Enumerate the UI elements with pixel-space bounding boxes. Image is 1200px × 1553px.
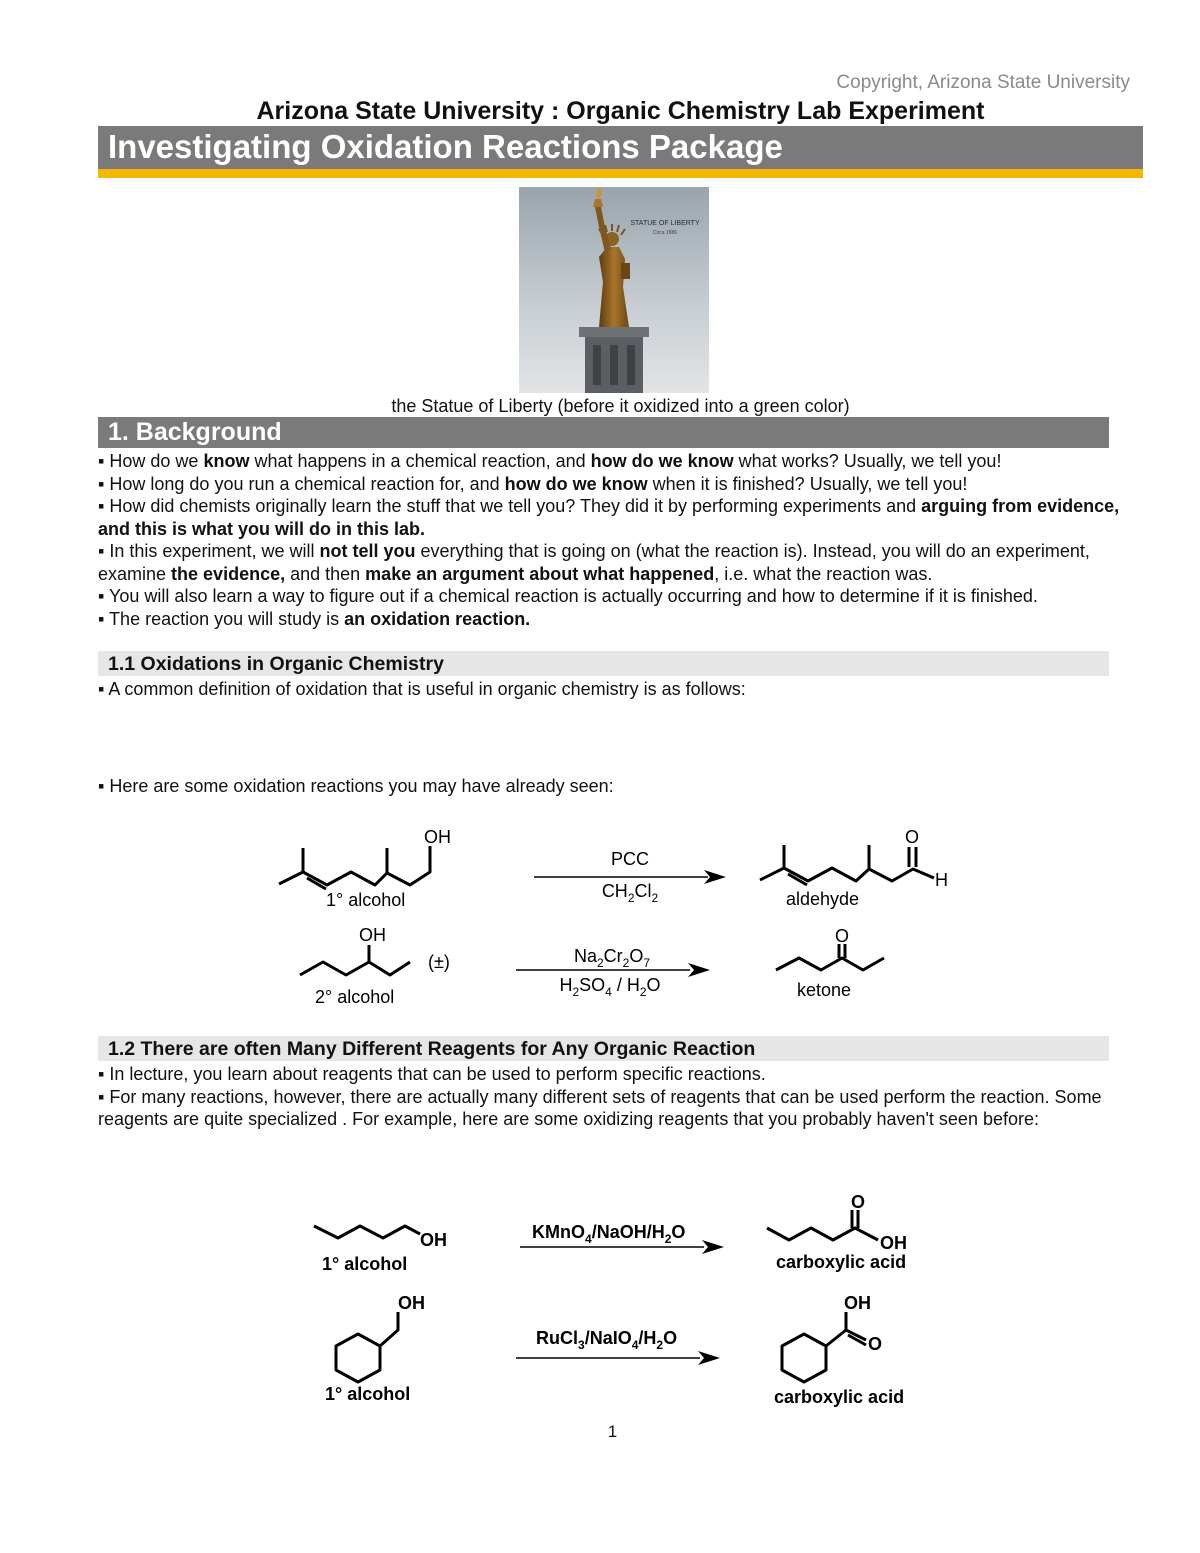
photo-caption: the Statue of Liberty (before it oxidized into a green color) [391,396,850,416]
r3-product-oh-label: OH [880,1233,907,1253]
r3-oh-label: OH [420,1230,447,1250]
r2-o-label: O [835,926,850,946]
r1-o-label: O [905,827,920,847]
copyright-notice: Copyright, Arizona State University [836,72,1130,93]
r1-product-label: aldehyde [786,889,860,909]
page-number: 1 [607,1422,618,1441]
oxidation-examples-intro: ▪ Here are some oxidation reactions you may have already seen: [98,776,614,796]
oxidation-definition-intro: ▪ A common definition of oxidation that is useful in organic chemistry is as follows: [98,679,746,699]
r1-reagent-pcc: PCC [610,849,650,869]
r4-reagent: $RuCl_3/NaIO_4/H_2O$ [536,1328,678,1352]
r4-o-label: O [868,1334,883,1354]
bullet-how-long: ▪ How long do you run a chemical reaction for, and how do we know when it is finished? Usually, we tell you! [98,473,968,494]
r3-reagent: $KMnO_4/NaOH/H_2O$ [532,1222,686,1246]
r2-reagent-acid: $H_2SO_4 / H_2O$ [559,975,661,999]
r1-reagent-solvent: $CH_2Cl_2$ [601,881,659,905]
r1-h-label: H [935,870,948,890]
bullet-oxidation: ▪ The reaction you will study is an oxidation reaction. [98,608,531,629]
bullet-lecture: ▪ In lecture, you learn about reagents that can be used to perform specific reactions. [98,1064,766,1084]
r3-reactant-label: 1° alcohol [322,1254,408,1274]
photo-title: STATUE OF LIBERTY [630,220,700,227]
accent-bar [98,169,1143,178]
photo-subtitle: Circa 1886 [652,230,678,236]
bullet-this-experiment: ▪ In this experiment, we will not tell you everything that is going on (what the reaction is). Instead, you will do an experiment, examine the evidence, and then make an argument about what happened, i.e. what the reaction was. [98,541,1090,584]
r4-oh-label: OH [398,1293,425,1313]
r2-product-label: ketone [797,980,852,1000]
r3-product-label: carboxylic acid [776,1252,907,1272]
bullet-many-reagents: ▪ For many reactions, however, there are actually many different sets of reagents that can be used perform the reaction. Some reagents are quite specialized . For example, here are some oxidizing reagents that you probably haven't seen before: [98,1086,1102,1129]
r3-o-label: O [851,1192,866,1212]
r4-product-label: carboxylic acid [774,1387,905,1407]
reagents-bullets [98,1063,1128,1131]
r2-oh-label: OH [359,925,386,945]
statue-of-liberty-photo [519,187,709,393]
bullet-know: ▪ How do we know what happens in a chemical reaction, and how do we know what works? Usually, we tell you! [98,451,1002,471]
subsection-heading-1-2: 1.2 There are often Many Different Reagents for Any Organic Reaction [108,1038,756,1060]
oxidation-scheme-1 [0,810,1200,1020]
oxidation-scheme-2 [0,1185,1200,1415]
r1-oh-label: OH [424,827,451,847]
r2-reactant-label: 2° alcohol [315,987,395,1007]
bullet-how-learned: ▪ How did chemists originally learn the stuff that we tell you? They did it by performing experiments and arguing from evidence, and this is what you will do in this lab. [98,496,1120,539]
r4-reactant-label: 1° alcohol [325,1384,411,1404]
section-heading-background: 1. Background [108,418,282,446]
bullet-occurring: ▪ You will also learn a way to figure out if a chemical reaction is actually occurring and how to determine if it is finished. [98,586,1038,606]
banner-title: Investigating Oxidation Reactions Package [108,128,783,165]
r4-product-oh-label: OH [844,1293,871,1313]
r1-reactant-label: 1° alcohol [326,890,406,910]
document-title: Arizona State University : Organic Chemistry Lab Experiment [256,97,985,125]
background-bullets [98,450,1128,630]
r2-reagent-dichromate: $Na_2Cr_2O_7$ [573,946,651,970]
subsection-heading-1-1: 1.1 Oxidations in Organic Chemistry [108,653,444,675]
r2-racemic-label: (±) [428,952,450,972]
